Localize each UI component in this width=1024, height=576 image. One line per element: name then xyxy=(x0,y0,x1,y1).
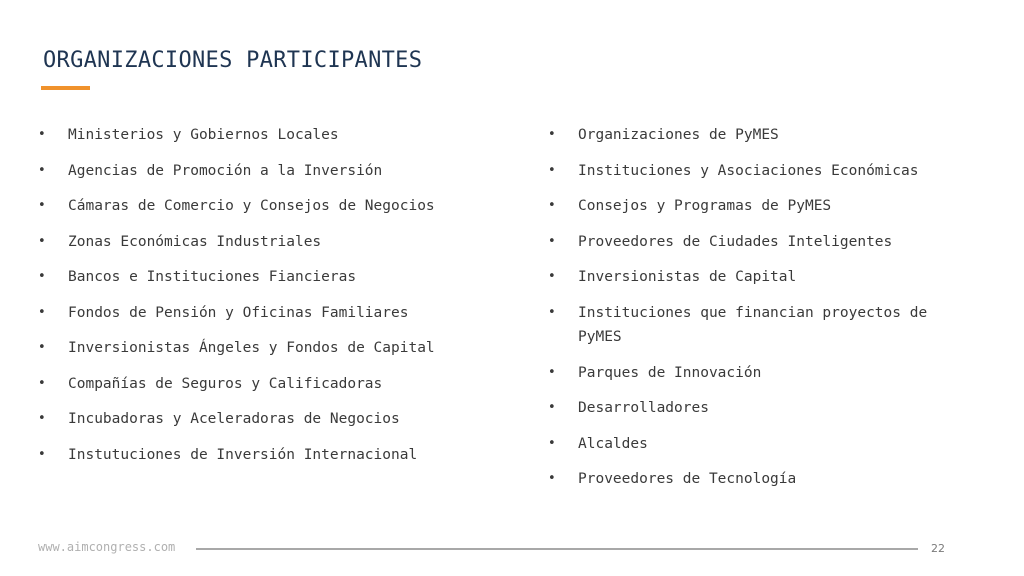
page-number: 22 xyxy=(931,542,945,555)
list-item-text: Fondos de Pensión y Oficinas Familiares xyxy=(68,304,409,321)
list-item-text: Agencias de Promoción a la Inversión xyxy=(68,162,383,179)
bullet-icon: • xyxy=(38,304,46,320)
bullet-icon: • xyxy=(548,364,556,380)
list-item xyxy=(548,230,968,255)
bullet-icon: • xyxy=(548,435,556,451)
list-item xyxy=(38,265,508,290)
bullet-icon: • xyxy=(548,471,556,486)
list-item xyxy=(548,123,968,148)
list-item-text: Cámaras de Comercio y Consejos de Negocios xyxy=(68,198,435,214)
list-item-text: Ministerios y Gobiernos Locales xyxy=(68,127,339,143)
list-item xyxy=(548,396,968,421)
right-organizations-list xyxy=(548,123,968,503)
list-item xyxy=(548,432,968,457)
list-item xyxy=(548,159,968,184)
list-item-text: Instutuciones de Inversión Internacional xyxy=(68,446,418,463)
list-item xyxy=(548,467,968,492)
list-item-text: Consejos y Programas de PyMES xyxy=(578,198,832,214)
list-item-text: Inversionistas de Capital xyxy=(578,269,797,285)
bullet-icon: • xyxy=(38,127,46,142)
list-item xyxy=(38,443,508,468)
list-item xyxy=(548,194,968,219)
list-item-text: Compañías de Seguros y Calificadoras xyxy=(68,375,383,392)
bullet-icon: • xyxy=(548,400,556,415)
bullet-icon: • xyxy=(38,233,46,249)
list-item-text: Proveedores de Ciudades Inteligentes xyxy=(578,233,893,250)
bullet-icon: • xyxy=(548,269,556,284)
bullet-icon: • xyxy=(38,198,46,213)
bullet-icon: • xyxy=(548,162,556,178)
list-item-text: Desarrolladores xyxy=(578,400,709,416)
list-item-text: Bancos e Instituciones Fiancieras xyxy=(68,269,357,285)
bullet-icon: • xyxy=(38,162,46,178)
list-item-text: Incubadoras y Aceleradoras de Negocios xyxy=(68,411,400,427)
list-item xyxy=(38,230,508,255)
bullet-icon: • xyxy=(38,446,46,462)
footer-url[interactable]: www.aimcongress.com xyxy=(38,540,176,554)
list-item-text: Parques de Innovación xyxy=(578,364,762,381)
bullet-icon: • xyxy=(548,127,556,142)
bullet-icon: • xyxy=(38,411,46,426)
list-item xyxy=(548,361,968,386)
list-item-text: Zonas Económicas Industriales xyxy=(68,233,322,250)
bullet-icon: • xyxy=(38,340,46,355)
bullet-icon: • xyxy=(548,233,556,249)
list-item xyxy=(38,372,508,397)
list-item xyxy=(548,265,968,290)
list-item xyxy=(548,301,968,350)
list-item-text: Organizaciones de PyMES xyxy=(578,127,779,143)
list-item xyxy=(38,407,508,432)
list-item-text: Inversionistas Ángeles y Fondos de Capital xyxy=(68,340,435,356)
list-item xyxy=(38,336,508,361)
bullet-icon: • xyxy=(548,304,556,320)
bullet-icon: • xyxy=(38,269,46,284)
list-item xyxy=(38,123,508,148)
list-item-text: Instituciones que financian proyectos de PyMES xyxy=(578,304,928,345)
bullet-icon: • xyxy=(548,198,556,213)
slide-title: ORGANIZACIONES PARTICIPANTES xyxy=(43,48,423,73)
list-item-text: Alcaldes xyxy=(578,435,648,452)
list-item xyxy=(38,159,508,184)
footer-divider xyxy=(196,548,918,550)
bullet-icon: • xyxy=(38,375,46,391)
list-item xyxy=(38,194,508,219)
list-item-text: Proveedores de Tecnología xyxy=(578,471,797,487)
list-item-text: Instituciones y Asociaciones Económicas xyxy=(578,162,919,179)
list-item xyxy=(38,301,508,326)
title-accent-bar xyxy=(41,86,90,90)
left-organizations-list xyxy=(38,123,508,478)
